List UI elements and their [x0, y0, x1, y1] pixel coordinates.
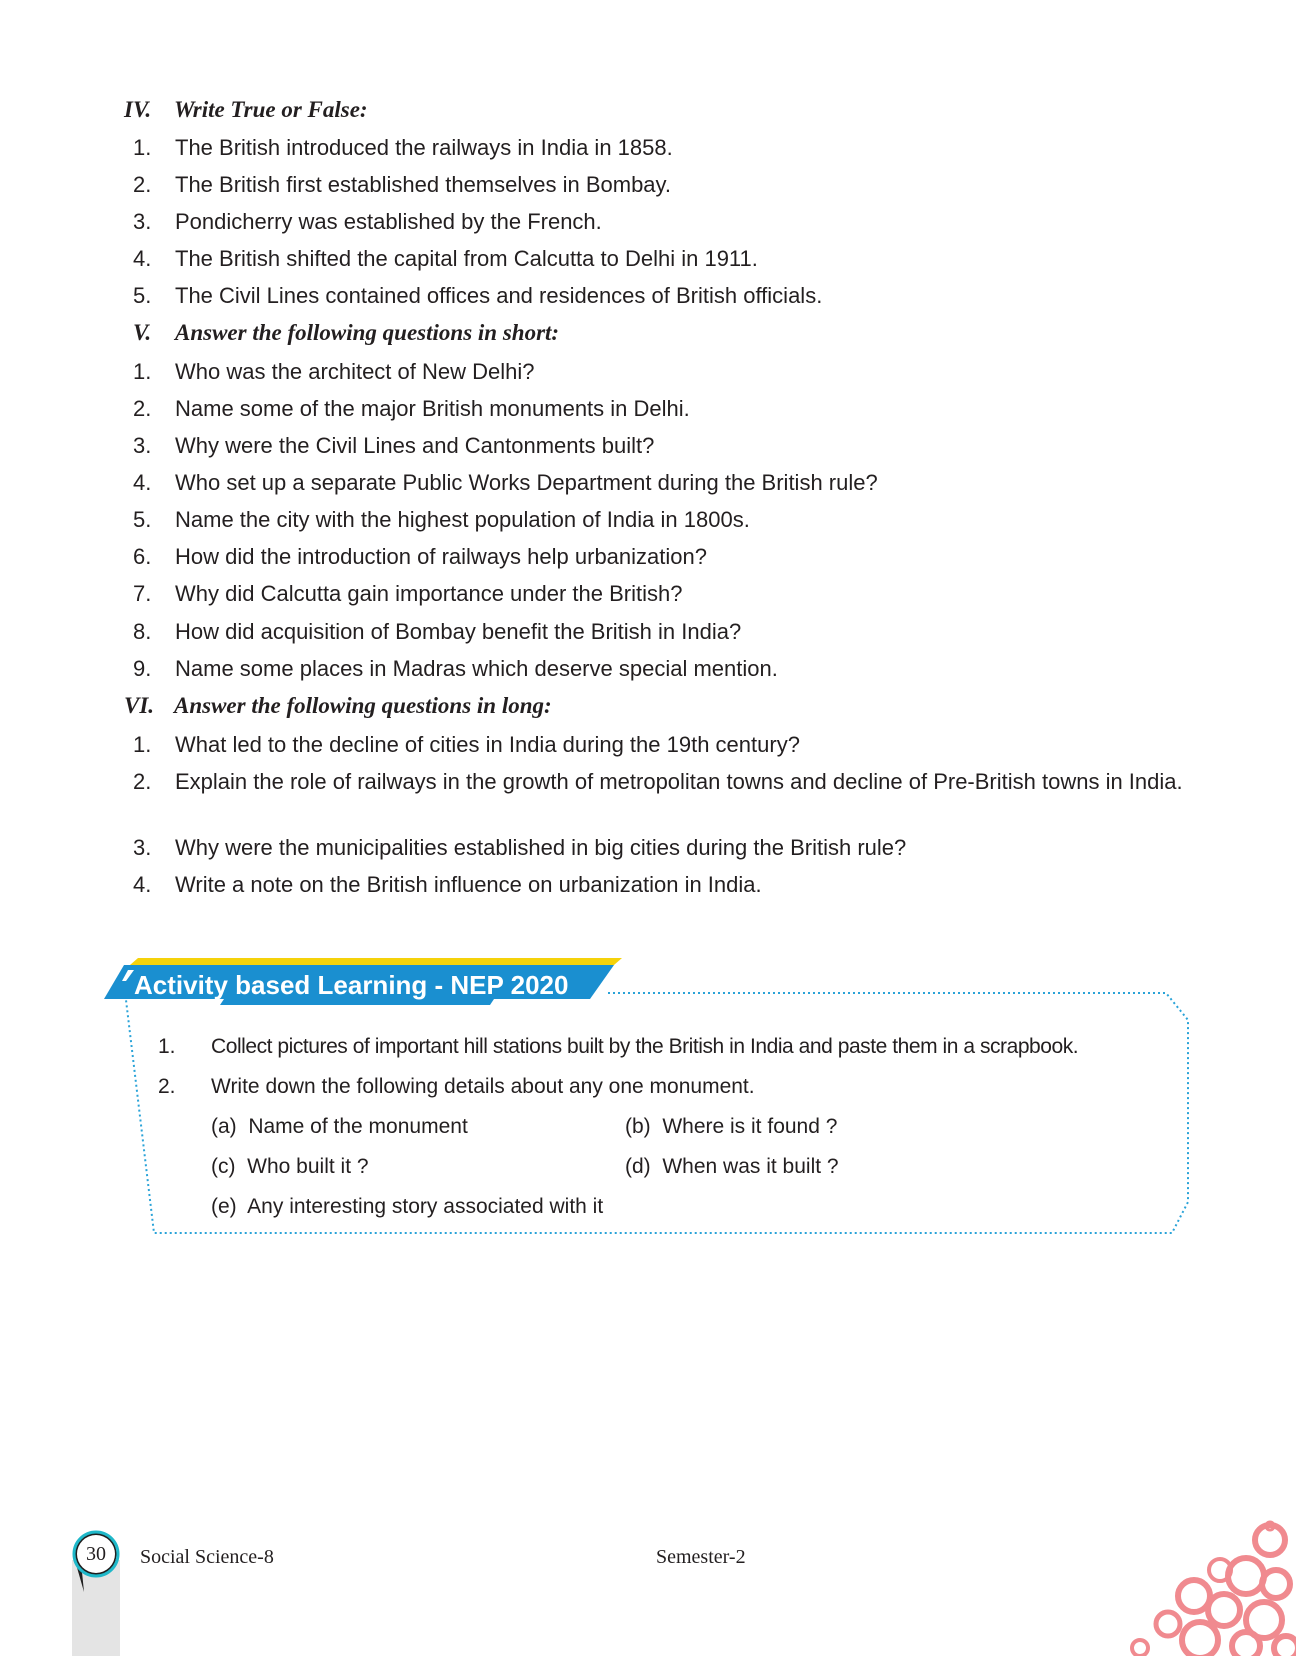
item-text: Why were the municipalities established in big cities during the British rule? [175, 835, 907, 860]
item-number: 3. [133, 835, 152, 860]
footer-book-title: Social Science-8 [140, 1546, 274, 1568]
list-item [133, 468, 878, 497]
list-item [133, 244, 758, 273]
detail-b: (b) Where is it found ? [625, 1115, 838, 1138]
item-number: 4. [133, 246, 152, 271]
detail-c: (c) Who built it ? [211, 1155, 369, 1178]
item-number: 9. [133, 656, 152, 681]
section-v-title: Answer the following questions in short: [175, 320, 560, 345]
list-item [133, 133, 673, 162]
section-vi-number: VI. [124, 693, 155, 718]
detail-e: (e) Any interesting story associated with it [211, 1195, 604, 1218]
item-text: The Civil Lines contained offices and residences of British officials. [175, 283, 823, 308]
list-item [133, 431, 655, 460]
item-text: The British first established themselves in Bombay. [175, 172, 672, 197]
list-item [133, 505, 750, 534]
activity-item-number: 1. [158, 1035, 176, 1058]
item-text: Explain the role of railways in the growth of metropolitan towns and decline of Pre-British towns in India. [175, 769, 1183, 794]
list-item [133, 542, 707, 571]
item-text: Pondicherry was established by the French. [175, 209, 602, 234]
item-text: Write a note on the British influence on urbanization in India. [175, 872, 762, 897]
section-v-heading [133, 320, 559, 346]
activity-title: Activity based Learning - NEP 2020 [134, 970, 569, 1000]
item-text: Why did Calcutta gain importance under the British? [175, 581, 683, 606]
page-number: 30 [86, 1543, 106, 1565]
section-vi-heading [124, 693, 552, 719]
item-number: 1. [133, 732, 152, 757]
item-text: What led to the decline of cities in India during the 19th century? [175, 732, 800, 757]
list-item [133, 357, 535, 386]
item-text: Name the city with the highest population of India in 1800s. [175, 507, 750, 532]
item-number: 8. [133, 619, 152, 644]
item-text: Name some places in Madras which deserve special mention. [175, 656, 778, 681]
list-item [133, 654, 778, 683]
activity-item-text: Collect pictures of important hill stations built by the British in India and paste them in a scrapbook. [211, 1035, 1079, 1058]
item-text: Who set up a separate Public Works Department during the British rule? [175, 470, 878, 495]
item-text: How did the introduction of railways help urbanization? [175, 544, 707, 569]
list-item [133, 207, 602, 236]
section-v-number: V. [133, 320, 152, 345]
item-number: 2. [133, 769, 152, 794]
list-item [133, 617, 742, 646]
item-text: Who was the architect of New Delhi? [175, 359, 535, 384]
activity-item-number: 2. [158, 1075, 176, 1098]
list-item [133, 170, 672, 199]
list-item [133, 833, 907, 862]
item-number: 5. [133, 283, 152, 308]
item-number: 7. [133, 581, 152, 606]
item-number: 5. [133, 507, 152, 532]
item-number: 3. [133, 433, 152, 458]
item-number: 1. [133, 359, 152, 384]
activity-item-text: Write down the following details about any one monument. [211, 1075, 755, 1098]
section-iv-title: Write True or False: [174, 97, 368, 122]
item-number: 6. [133, 544, 152, 569]
item-text: Why were the Civil Lines and Cantonments built? [175, 433, 655, 458]
detail-d: (d) When was it built ? [625, 1155, 839, 1178]
section-iv-heading [124, 97, 368, 123]
list-item [133, 281, 823, 310]
list-item [133, 870, 762, 899]
list-item [133, 730, 800, 759]
banner-yellow-stripe [130, 958, 622, 965]
list-item [133, 579, 683, 608]
section-vi-title: Answer the following questions in long: [174, 693, 552, 718]
decorative-circles [1120, 1520, 1296, 1656]
item-number: 4. [133, 872, 152, 897]
item-text: The British shifted the capital from Calcutta to Delhi in 1911. [175, 246, 758, 271]
item-number: 2. [133, 172, 152, 197]
item-number: 1. [133, 135, 152, 160]
section-iv-number: IV. [124, 97, 152, 122]
item-text: The British introduced the railways in India in 1858. [175, 135, 673, 160]
list-item [133, 394, 690, 423]
item-number: 4. [133, 470, 152, 495]
item-number: 2. [133, 396, 152, 421]
item-text: Name some of the major British monuments in Delhi. [175, 396, 690, 421]
item-number: 3. [133, 209, 152, 234]
footer-semester: Semester-2 [656, 1546, 746, 1568]
item-text: How did acquisition of Bombay benefit the British in India? [175, 619, 742, 644]
detail-a: (a) Name of the monument [211, 1115, 468, 1138]
list-item [133, 767, 1183, 825]
